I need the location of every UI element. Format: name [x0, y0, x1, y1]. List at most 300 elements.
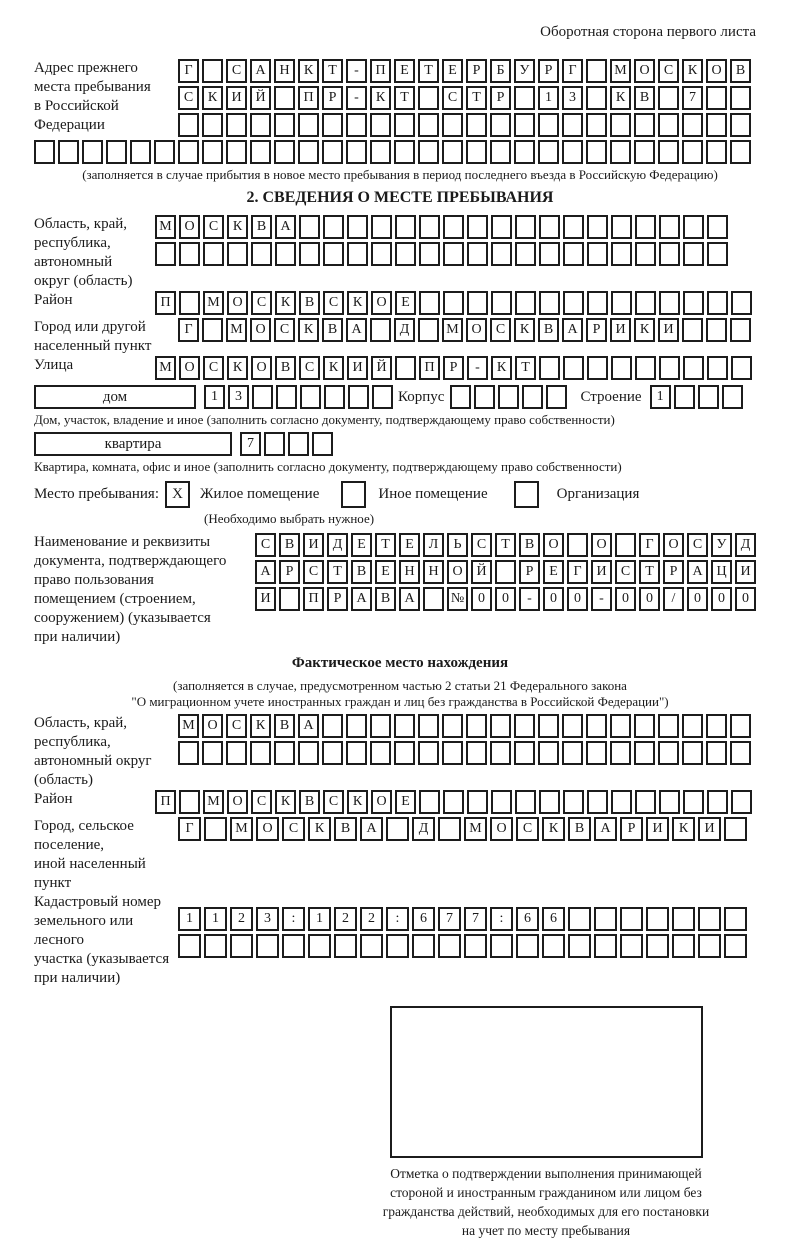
kadastr-label	[34, 893, 178, 988]
char-cell	[227, 242, 248, 266]
char-cell: О	[227, 790, 248, 814]
char-cell	[707, 356, 728, 380]
checkbox-org	[514, 481, 539, 508]
char-cell	[562, 714, 583, 738]
char-cell: М	[203, 291, 224, 315]
char-cell: М	[226, 318, 247, 342]
char-cell	[443, 790, 464, 814]
char-cell	[542, 934, 565, 958]
char-cell	[412, 934, 435, 958]
char-cell	[659, 790, 680, 814]
char-cell: 3	[256, 907, 279, 931]
char-cell: А	[275, 215, 296, 239]
label-line: Отметка о подтверждении выполнения принимающей	[390, 1166, 702, 1181]
char-cell: Г	[639, 533, 660, 557]
char-cell: С	[687, 533, 708, 557]
char-cell: О	[466, 318, 487, 342]
kvartira-cells	[240, 432, 336, 456]
char-cell	[539, 356, 560, 380]
char-cell: 0	[735, 587, 756, 611]
char-cell	[563, 790, 584, 814]
char-cell	[251, 242, 272, 266]
char-cell	[274, 86, 295, 110]
char-cell: /	[663, 587, 684, 611]
char-cell	[635, 356, 656, 380]
char-cell: С	[255, 533, 276, 557]
char-cell	[418, 741, 439, 765]
ulitsa-row	[155, 356, 755, 380]
char-cell	[178, 934, 201, 958]
fakt-note	[34, 678, 766, 710]
char-cell	[698, 907, 721, 931]
label-line: Кадастровый номер	[34, 894, 161, 910]
char-cell: С	[203, 356, 224, 380]
char-cell	[250, 140, 271, 164]
char-cell: К	[347, 790, 368, 814]
char-cell	[226, 741, 247, 765]
char-cell: Н	[274, 59, 295, 83]
char-cell	[706, 741, 727, 765]
page-header: Оборотная сторона первого листа	[540, 24, 756, 40]
kvartira-row	[34, 432, 766, 456]
char-cell: :	[490, 907, 513, 931]
char-cell: А	[351, 587, 372, 611]
char-cell	[346, 113, 367, 137]
char-cell: С	[323, 790, 344, 814]
char-cell	[418, 86, 439, 110]
char-cell	[360, 934, 383, 958]
char-cell: 7	[240, 432, 261, 456]
char-cell	[423, 587, 444, 611]
char-cell: К	[323, 356, 344, 380]
prev-address-rows	[178, 59, 754, 140]
label-line: участка (указывается	[34, 951, 170, 967]
char-cell: В	[299, 790, 320, 814]
doc-row-1	[255, 533, 759, 557]
char-cell	[658, 140, 679, 164]
char-cell: 0	[495, 587, 516, 611]
char-cell: Т	[327, 560, 348, 584]
char-cell	[516, 934, 539, 958]
char-cell: С	[203, 215, 224, 239]
char-cell	[250, 113, 271, 137]
char-cell: В	[375, 587, 396, 611]
char-cell	[490, 934, 513, 958]
char-cell	[635, 242, 656, 266]
char-cell	[450, 385, 471, 409]
char-cell	[464, 934, 487, 958]
char-cell	[683, 790, 704, 814]
char-cell	[179, 790, 200, 814]
char-cell	[546, 385, 567, 409]
label-line: "О миграционном учете иностранных граждан и лиц без гражданства в Российской Федерации")	[131, 694, 669, 709]
char-cell: И	[347, 356, 368, 380]
char-cell	[279, 587, 300, 611]
char-cell: Т	[375, 533, 396, 557]
char-cell	[611, 356, 632, 380]
fakt-gorod-field	[34, 817, 766, 893]
char-cell: П	[370, 59, 391, 83]
char-cell: С	[615, 560, 636, 584]
char-cell: Е	[543, 560, 564, 584]
char-cell	[682, 140, 703, 164]
label-line: стороной и иностранным гражданином или лицом без	[390, 1185, 702, 1200]
label-line: Область, край,	[34, 715, 128, 731]
char-cell	[586, 113, 607, 137]
label-line: гражданства действий, необходимых для его постановки	[382, 1204, 710, 1219]
char-cell: В	[568, 817, 591, 841]
char-cell	[82, 140, 103, 164]
fakt-oblast-field	[34, 714, 766, 790]
char-cell	[731, 790, 752, 814]
char-cell	[466, 741, 487, 765]
char-cell	[106, 140, 127, 164]
prev-address-row-1	[178, 59, 754, 83]
kvartira-note: Квартира, комната, офис и иное (заполнить согласно документу, подтверждающему право собственности)	[34, 459, 622, 474]
char-cell	[276, 385, 297, 409]
char-cell	[178, 140, 199, 164]
char-cell: А	[298, 714, 319, 738]
char-cell	[394, 714, 415, 738]
dom-row	[34, 385, 766, 409]
char-cell: К	[202, 86, 223, 110]
char-cell	[587, 790, 608, 814]
char-cell: Р	[322, 86, 343, 110]
char-cell: М	[155, 356, 176, 380]
char-cell: О	[634, 59, 655, 83]
char-cell: В	[251, 215, 272, 239]
char-cell	[586, 86, 607, 110]
char-cell	[250, 741, 271, 765]
char-cell	[490, 140, 511, 164]
char-cell	[646, 934, 669, 958]
char-cell	[562, 140, 583, 164]
char-cell	[371, 215, 392, 239]
char-cell	[322, 714, 343, 738]
char-cell: С	[251, 291, 272, 315]
ulitsa-field	[34, 356, 766, 383]
char-cell	[347, 242, 368, 266]
char-cell: Р	[279, 560, 300, 584]
label-line: Город или другой	[34, 319, 146, 335]
option-org-label: Организация	[556, 486, 640, 502]
gorod-label	[34, 318, 178, 356]
char-cell	[418, 714, 439, 738]
char-cell	[495, 560, 516, 584]
char-cell	[698, 934, 721, 958]
char-cell	[658, 714, 679, 738]
char-cell	[611, 790, 632, 814]
section2-title: 2. СВЕДЕНИЯ О МЕСТЕ ПРЕБЫВАНИЯ	[246, 189, 554, 206]
fakt-raion-row	[155, 790, 755, 814]
char-cell: К	[275, 291, 296, 315]
char-cell	[226, 113, 247, 137]
char-cell	[594, 934, 617, 958]
label-line: право пользования	[34, 572, 154, 588]
char-cell: К	[542, 817, 565, 841]
char-cell: 2	[230, 907, 253, 931]
char-cell: О	[202, 714, 223, 738]
label-line: Федерации	[34, 117, 105, 133]
char-cell: И	[591, 560, 612, 584]
char-cell	[611, 242, 632, 266]
char-cell: С	[226, 714, 247, 738]
char-cell: Н	[423, 560, 444, 584]
char-cell	[610, 113, 631, 137]
char-cell	[615, 533, 636, 557]
char-cell	[706, 86, 727, 110]
char-cell	[308, 934, 331, 958]
char-cell	[443, 291, 464, 315]
char-cell	[620, 934, 643, 958]
char-cell: В	[274, 714, 295, 738]
char-cell: :	[282, 907, 305, 931]
char-cell: 7	[682, 86, 703, 110]
char-cell: Е	[375, 560, 396, 584]
char-cell	[466, 714, 487, 738]
char-cell	[567, 533, 588, 557]
char-cell	[346, 140, 367, 164]
char-cell: Т	[639, 560, 660, 584]
char-cell: -	[519, 587, 540, 611]
char-cell	[298, 741, 319, 765]
char-cell	[620, 907, 643, 931]
gorod-row	[178, 318, 754, 342]
char-cell: Е	[442, 59, 463, 83]
char-cell	[252, 385, 273, 409]
char-cell	[594, 907, 617, 931]
char-cell	[707, 215, 728, 239]
char-cell: Т	[394, 86, 415, 110]
oblast-row-2	[155, 242, 731, 266]
char-cell	[274, 741, 295, 765]
char-cell	[730, 86, 751, 110]
char-cell	[683, 356, 704, 380]
kadastr-row-2	[178, 934, 750, 958]
label-line: Наименование и реквизиты	[34, 534, 211, 550]
mesto-row	[34, 481, 766, 508]
char-cell: В	[538, 318, 559, 342]
label-line: населенный пункт	[34, 338, 152, 354]
char-cell	[706, 140, 727, 164]
label-line: автономный	[34, 254, 113, 270]
char-cell: Е	[399, 533, 420, 557]
char-cell	[202, 741, 223, 765]
char-cell	[635, 215, 656, 239]
char-cell	[419, 790, 440, 814]
char-cell	[334, 934, 357, 958]
label-line: документа, подтверждающего	[34, 553, 227, 569]
char-cell: Р	[586, 318, 607, 342]
fakt-oblast-row-1	[178, 714, 754, 738]
char-cell	[682, 113, 703, 137]
char-cell: В	[322, 318, 343, 342]
char-cell: С	[226, 59, 247, 83]
char-cell	[658, 86, 679, 110]
char-cell	[202, 318, 223, 342]
char-cell	[299, 215, 320, 239]
char-cell: Р	[663, 560, 684, 584]
checkbox-inoe	[341, 481, 366, 508]
label-line: иной населенный пункт	[34, 856, 146, 891]
char-cell	[419, 291, 440, 315]
char-cell	[586, 741, 607, 765]
char-cell	[610, 140, 631, 164]
char-cell: С	[490, 318, 511, 342]
char-cell	[538, 113, 559, 137]
fakt-raion-field	[34, 790, 766, 817]
stroenie-label: Строение	[580, 389, 642, 405]
kadastr-field	[34, 893, 766, 988]
char-cell	[467, 790, 488, 814]
char-cell: 0	[711, 587, 732, 611]
char-cell: О	[447, 560, 468, 584]
prev-address-field	[34, 59, 766, 140]
char-cell: Т	[515, 356, 536, 380]
char-cell	[634, 741, 655, 765]
char-cell: -	[591, 587, 612, 611]
doc-row-3	[255, 587, 759, 611]
label-line: места пребывания	[34, 79, 151, 95]
char-cell	[683, 215, 704, 239]
label-line: округ (область)	[34, 273, 133, 289]
char-cell	[683, 291, 704, 315]
label-line: республика,	[34, 734, 111, 750]
char-cell	[682, 714, 703, 738]
char-cell: К	[610, 86, 631, 110]
char-cell: И	[658, 318, 679, 342]
char-cell	[264, 432, 285, 456]
char-cell: К	[672, 817, 695, 841]
char-cell	[514, 86, 535, 110]
char-cell	[539, 242, 560, 266]
ulitsa-label: Улица	[34, 357, 74, 373]
char-cell: 2	[360, 907, 383, 931]
char-cell	[394, 140, 415, 164]
char-cell: В	[275, 356, 296, 380]
char-cell	[659, 242, 680, 266]
gorod-field	[34, 318, 766, 356]
char-cell: 2	[334, 907, 357, 931]
char-cell	[204, 934, 227, 958]
char-cell	[659, 291, 680, 315]
char-cell: В	[299, 291, 320, 315]
char-cell	[346, 741, 367, 765]
char-cell: 0	[687, 587, 708, 611]
char-cell	[418, 113, 439, 137]
char-cell: К	[347, 291, 368, 315]
char-cell	[730, 113, 751, 137]
fakt-title: Фактическое место нахождения	[291, 655, 509, 671]
char-cell: Ь	[447, 533, 468, 557]
char-cell: 1	[178, 907, 201, 931]
char-cell: И	[255, 587, 276, 611]
char-cell	[370, 318, 391, 342]
char-cell: С	[282, 817, 305, 841]
prev-address-row-4	[34, 140, 766, 164]
dom-cells	[204, 385, 396, 409]
option-zhiloe-label: Жилое помещение	[200, 486, 320, 502]
char-cell	[226, 140, 247, 164]
char-cell: О	[371, 291, 392, 315]
fakt-raion-label: Район	[34, 791, 73, 807]
char-cell	[442, 714, 463, 738]
char-cell	[204, 817, 227, 841]
char-cell	[256, 934, 279, 958]
doc-rows	[255, 533, 759, 614]
char-cell	[522, 385, 543, 409]
char-cell: О	[591, 533, 612, 557]
char-cell	[730, 318, 751, 342]
char-cell: -	[467, 356, 488, 380]
char-cell	[419, 215, 440, 239]
char-cell	[706, 318, 727, 342]
char-cell	[298, 140, 319, 164]
char-cell: К	[308, 817, 331, 841]
char-cell: О	[256, 817, 279, 841]
char-cell: К	[491, 356, 512, 380]
char-cell	[610, 714, 631, 738]
char-cell: К	[298, 59, 319, 83]
char-cell: А	[594, 817, 617, 841]
label-line: (заполняется в случае, предусмотренном частью 2 статьи 21 Федерального закона	[173, 678, 627, 693]
label-line: Город, сельское поселение,	[34, 818, 134, 853]
char-cell	[324, 385, 345, 409]
char-cell	[312, 432, 333, 456]
char-cell	[395, 215, 416, 239]
char-cell: Й	[371, 356, 392, 380]
dom-note: Дом, участок, владение и иное (заполнить согласно документу, подтверждающему право собственности)	[34, 412, 615, 427]
char-cell: Т	[466, 86, 487, 110]
char-cell: Т	[322, 59, 343, 83]
char-cell	[443, 215, 464, 239]
char-cell: И	[226, 86, 247, 110]
option-inoe-label: Иное помещение	[378, 486, 488, 502]
label-line: земельного или лесного	[34, 913, 134, 948]
char-cell	[275, 242, 296, 266]
oblast-row-1	[155, 215, 731, 239]
char-cell: 0	[471, 587, 492, 611]
char-cell: М	[464, 817, 487, 841]
char-cell: К	[298, 318, 319, 342]
char-cell: П	[303, 587, 324, 611]
char-cell: Т	[495, 533, 516, 557]
prev-address-note: (заполняется в случае прибытия в новое место пребывания в период последнего въезда в Российскую Федерацию)	[82, 167, 718, 182]
char-cell	[722, 385, 743, 409]
char-cell	[562, 113, 583, 137]
char-cell: О	[663, 533, 684, 557]
char-cell: Р	[443, 356, 464, 380]
char-cell: Е	[351, 533, 372, 557]
fakt-oblast-label	[34, 714, 178, 790]
label-line: республика,	[34, 235, 111, 251]
fakt-oblast-rows	[178, 714, 754, 768]
char-cell	[466, 140, 487, 164]
char-cell	[672, 934, 695, 958]
char-cell: И	[610, 318, 631, 342]
char-cell: М	[155, 215, 176, 239]
char-cell: Г	[567, 560, 588, 584]
char-cell: С	[658, 59, 679, 83]
char-cell	[724, 934, 747, 958]
char-cell	[202, 59, 223, 83]
char-cell: Д	[735, 533, 756, 557]
char-cell: О	[179, 356, 200, 380]
char-cell	[419, 242, 440, 266]
char-cell: И	[646, 817, 669, 841]
dom-box: дом	[34, 385, 196, 409]
char-cell	[698, 385, 719, 409]
